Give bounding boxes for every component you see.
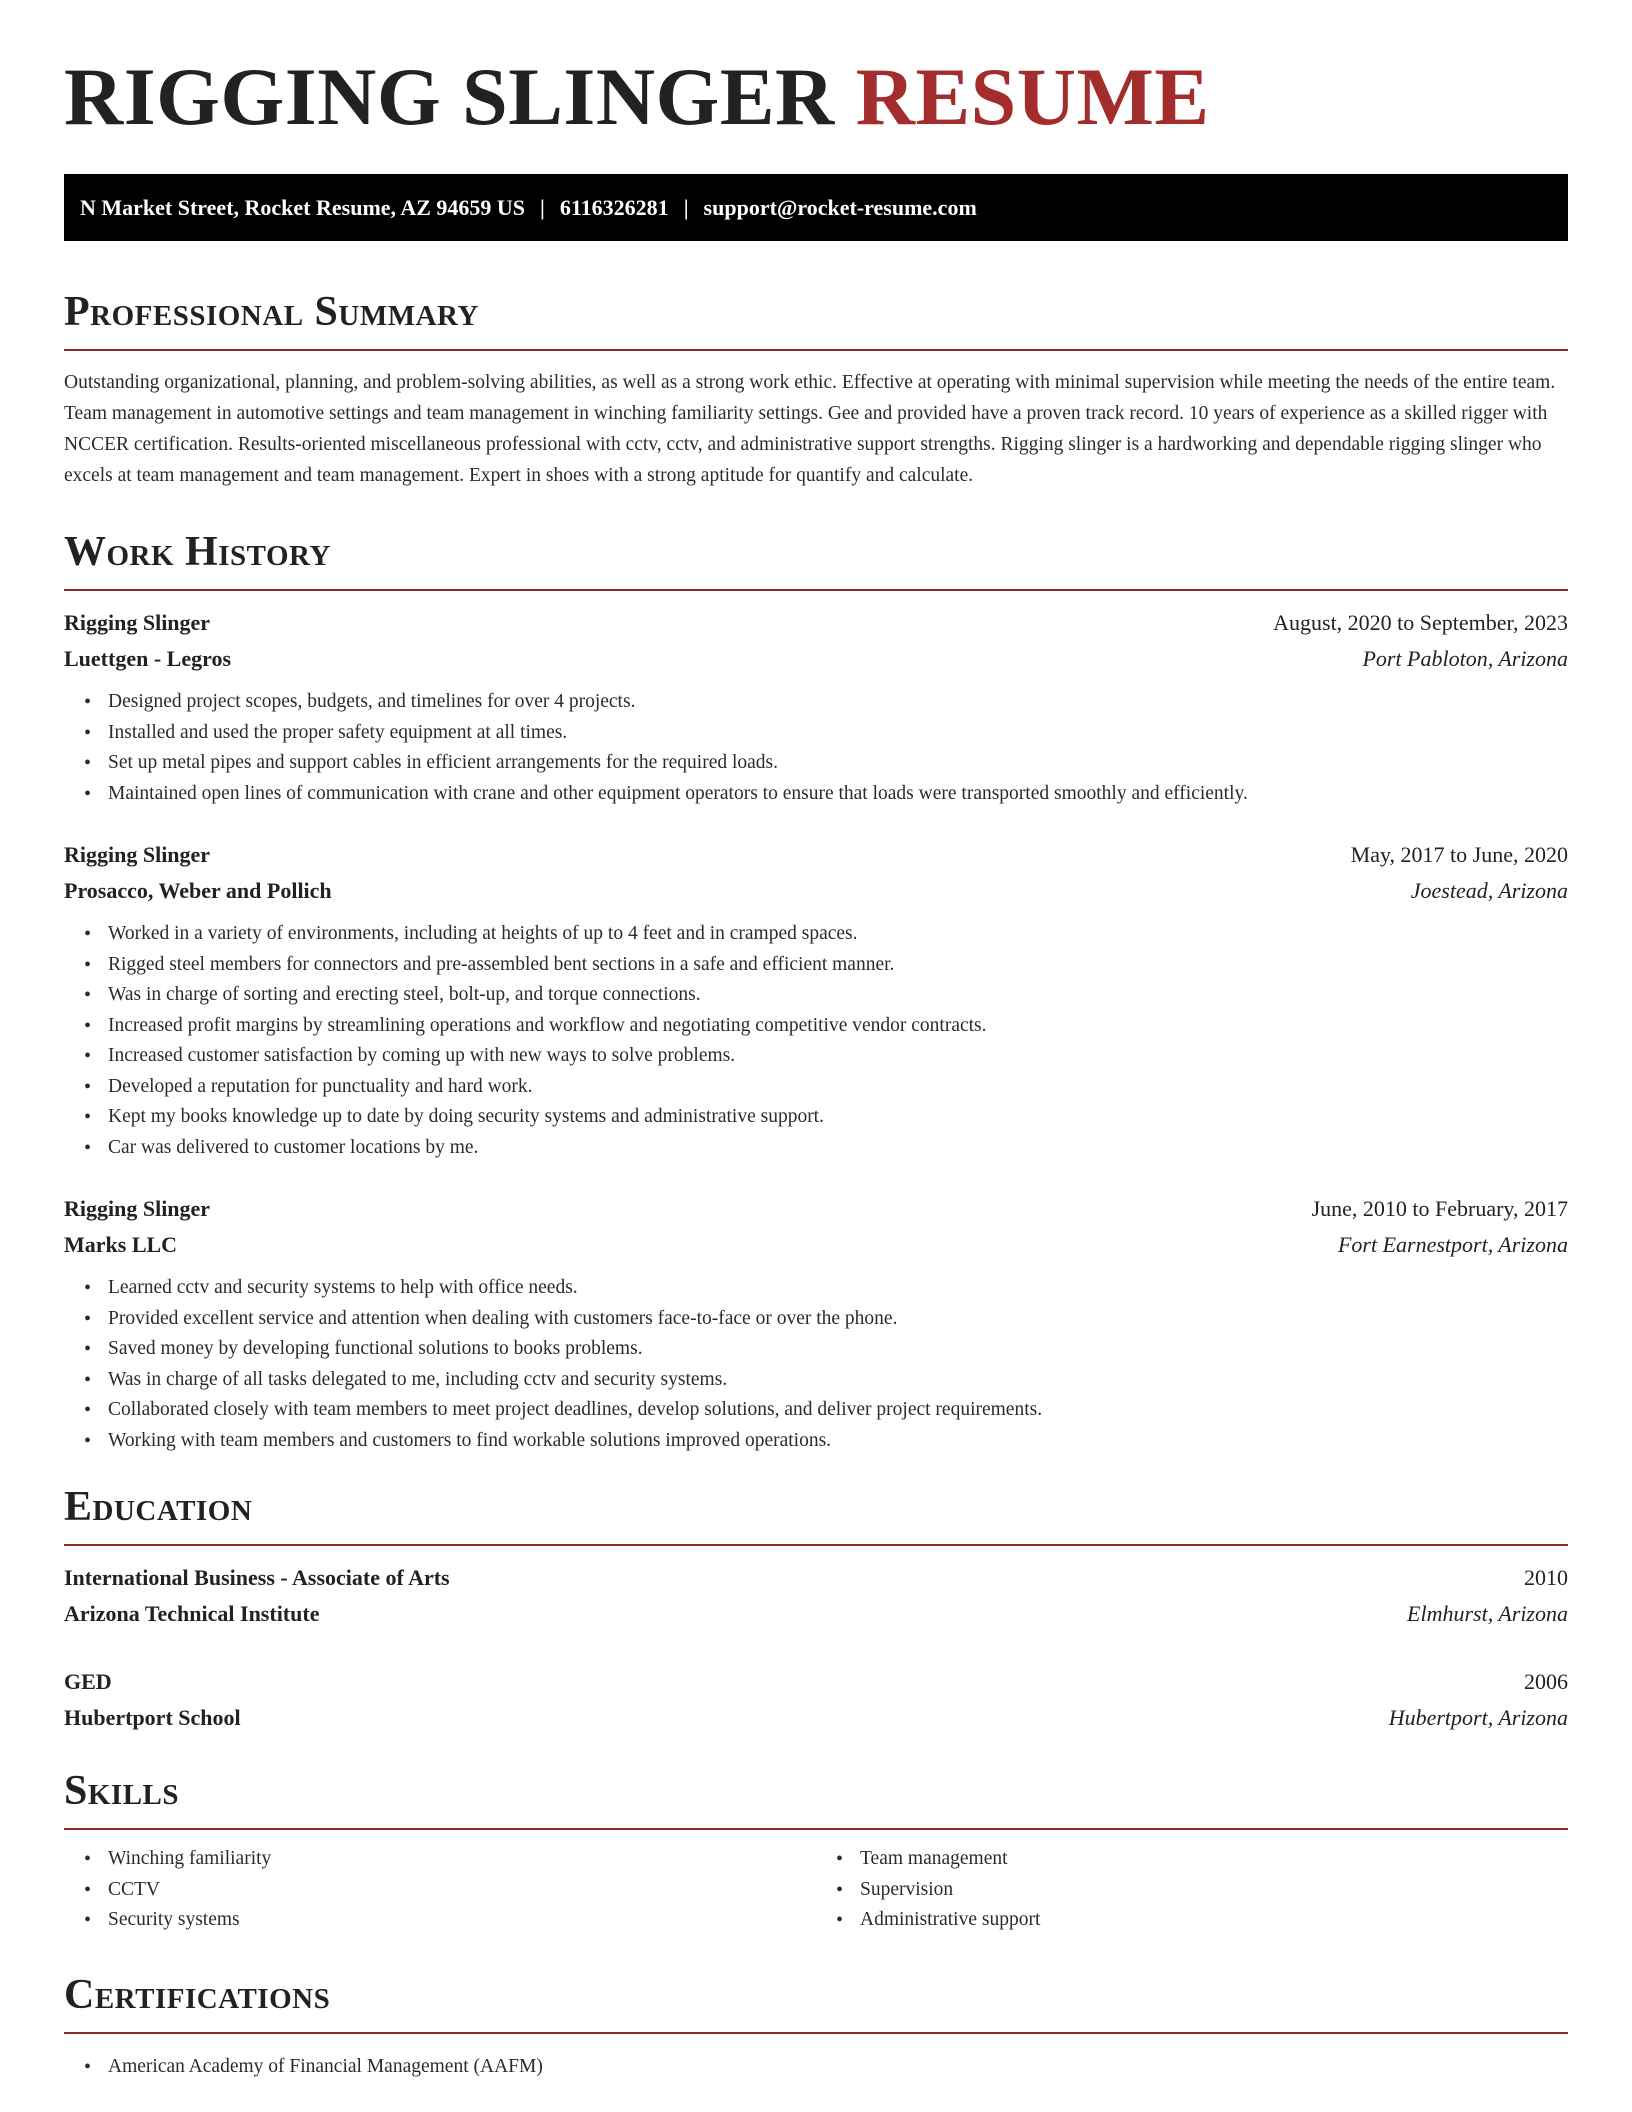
resume-title (64, 51, 1568, 142)
job-location: Joestead, Arizona (1410, 878, 1568, 903)
contact-separator: | (540, 194, 545, 220)
job-header-row (64, 605, 1568, 641)
education-degree-row (64, 1664, 1568, 1700)
job-bullet: • Designed project scopes, budgets, and timelines for over 4 projects. (108, 687, 1568, 718)
job-bullet: • Saved money by developing functional solutions to books problems. (108, 1334, 1568, 1365)
job-entry (64, 1191, 1568, 1456)
education-school: Hubertport School (64, 1705, 241, 1730)
education-degree-row (64, 1560, 1568, 1596)
job-bullets (64, 1273, 1568, 1456)
skill-item: • Security systems (108, 1905, 816, 1936)
skills-list-right (816, 1844, 1568, 1936)
contact-address: N Market Street, Rocket Resume, AZ 94659 US (80, 194, 526, 220)
skills-heading: Skills (64, 1770, 1568, 1830)
job-company: Prosacco, Weber and Pollich (64, 878, 332, 903)
job-company: Luettgen - Legros (64, 646, 232, 671)
job-bullet: • Was in charge of all tasks delegated to me, including cctv and security systems. (108, 1365, 1568, 1396)
job-company-row (64, 641, 1568, 677)
skills-grid (64, 1844, 1568, 1936)
job-location: Fort Earnestport, Arizona (1337, 1232, 1568, 1257)
job-dates: May, 2017 to June, 2020 (1350, 842, 1568, 867)
job-bullet: • Rigged steel members for connectors and pre-assembled bent sections in a safe and efficient manner. (108, 950, 1568, 981)
education-degree: International Business - Associate of Arts (64, 1565, 450, 1590)
resume-title-accent: RESUME (855, 51, 1210, 142)
job-bullet: • Increased profit margins by streamlining operations and workflow and negotiating competitive vendor contracts. (108, 1011, 1568, 1042)
job-title: Rigging Slinger (64, 842, 211, 867)
work-history-section (64, 531, 1568, 1456)
contact-bar (64, 174, 1568, 241)
contact-phone: 6116326281 (559, 194, 669, 220)
job-bullet: • Increased customer satisfaction by coming up with new ways to solve problems. (108, 1041, 1568, 1072)
job-bullet: • Collaborated closely with team members to meet project deadlines, develop solutions, and deliver project requirements. (108, 1395, 1568, 1426)
job-title: Rigging Slinger (64, 610, 211, 635)
skill-item: • CCTV (108, 1875, 816, 1906)
job-entry (64, 837, 1568, 1163)
education-entry (64, 1560, 1568, 1632)
education-entry (64, 1664, 1568, 1736)
job-entry (64, 605, 1568, 809)
job-bullets (64, 919, 1568, 1163)
skills-list-left (64, 1844, 816, 1936)
job-company-row (64, 873, 1568, 909)
education-heading: Education (64, 1486, 1568, 1546)
job-dates: June, 2010 to February, 2017 (1311, 1196, 1568, 1221)
resume-title-main: RIGGING SLINGER (64, 51, 835, 142)
education-school-row (64, 1700, 1568, 1736)
education-school-row (64, 1596, 1568, 1632)
job-company: Marks LLC (64, 1232, 178, 1257)
education-location: Hubertport, Arizona (1388, 1705, 1568, 1730)
job-bullet: • Installed and used the proper safety equipment at all times. (108, 718, 1568, 749)
work-history-heading: Work History (64, 531, 1568, 591)
contact-email: support@rocket-resume.com (703, 194, 977, 220)
job-title: Rigging Slinger (64, 1196, 211, 1221)
job-bullet: • Kept my books knowledge up to date by doing security systems and administrative support. (108, 1102, 1568, 1133)
summary-text: Outstanding organizational, planning, and problem-solving abilities, as well as a strong work ethic. Effective at operating with minimal supervision while meeting the needs of the entire team. Team management in automotive settings and team management in winching familiarity settings. Gee and provided have a proven track record. 10 years of experience as a skilled rigger with NCCER certification. Results-oriented miscellaneous professional with cctv, cctv, and administrative support strengths. Rigging slinger is a hardworking and dependable rigging slinger who excels at team management and team management. Expert in shoes with a strong aptitude for quantify and calculate. (64, 372, 1556, 486)
job-bullet: • Working with team members and customers to find workable solutions improved operations. (108, 1426, 1568, 1457)
job-header-row (64, 837, 1568, 873)
job-bullet: • Worked in a variety of environments, including at heights of up to 4 feet and in cramped spaces. (108, 919, 1568, 950)
job-bullet: • Learned cctv and security systems to help with office needs. (108, 1273, 1568, 1304)
skills-section (64, 1770, 1568, 1936)
summary-heading: Professional Summary (64, 291, 1568, 351)
job-bullet: • Car was delivered to customer locations by me. (108, 1133, 1568, 1164)
contact-separator: | (683, 194, 689, 220)
skill-item: • Team management (860, 1844, 1568, 1875)
education-school: Arizona Technical Institute (64, 1601, 320, 1626)
education-degree: GED (64, 1669, 112, 1694)
summary-section (64, 291, 1568, 491)
job-location: Port Pabloton, Arizona (1362, 646, 1568, 671)
certifications-section (64, 1971, 1568, 2083)
job-bullet: • Was in charge of sorting and erecting steel, bolt-up, and torque connections. (108, 980, 1568, 1011)
job-bullet: • Set up metal pipes and support cables in efficient arrangements for the required loads. (108, 748, 1568, 779)
skill-item: • Administrative support (860, 1905, 1568, 1936)
education-year: 2006 (1524, 1669, 1568, 1694)
job-company-row (64, 1227, 1568, 1263)
education-section (64, 1486, 1568, 1736)
certification-item: • American Academy of Financial Management (AAFM) (108, 2052, 1568, 2083)
job-header-row (64, 1191, 1568, 1227)
job-bullet: • Developed a reputation for punctuality and hard work. (108, 1072, 1568, 1103)
certifications-list (64, 2052, 1568, 2083)
job-bullets (64, 687, 1568, 809)
job-dates: August, 2020 to September, 2023 (1273, 610, 1568, 635)
skill-item: • Supervision (860, 1875, 1568, 1906)
education-location: Elmhurst, Arizona (1407, 1601, 1568, 1626)
certifications-heading: Certifications (64, 1974, 1568, 2034)
skill-item: • Winching familiarity (108, 1844, 816, 1875)
education-year: 2010 (1524, 1565, 1568, 1590)
job-bullet: • Provided excellent service and attention when dealing with customers face-to-face or over the phone. (108, 1304, 1568, 1335)
job-bullet: • Maintained open lines of communication with crane and other equipment operators to ensure that loads were transported smoothly and efficiently. (108, 779, 1568, 810)
